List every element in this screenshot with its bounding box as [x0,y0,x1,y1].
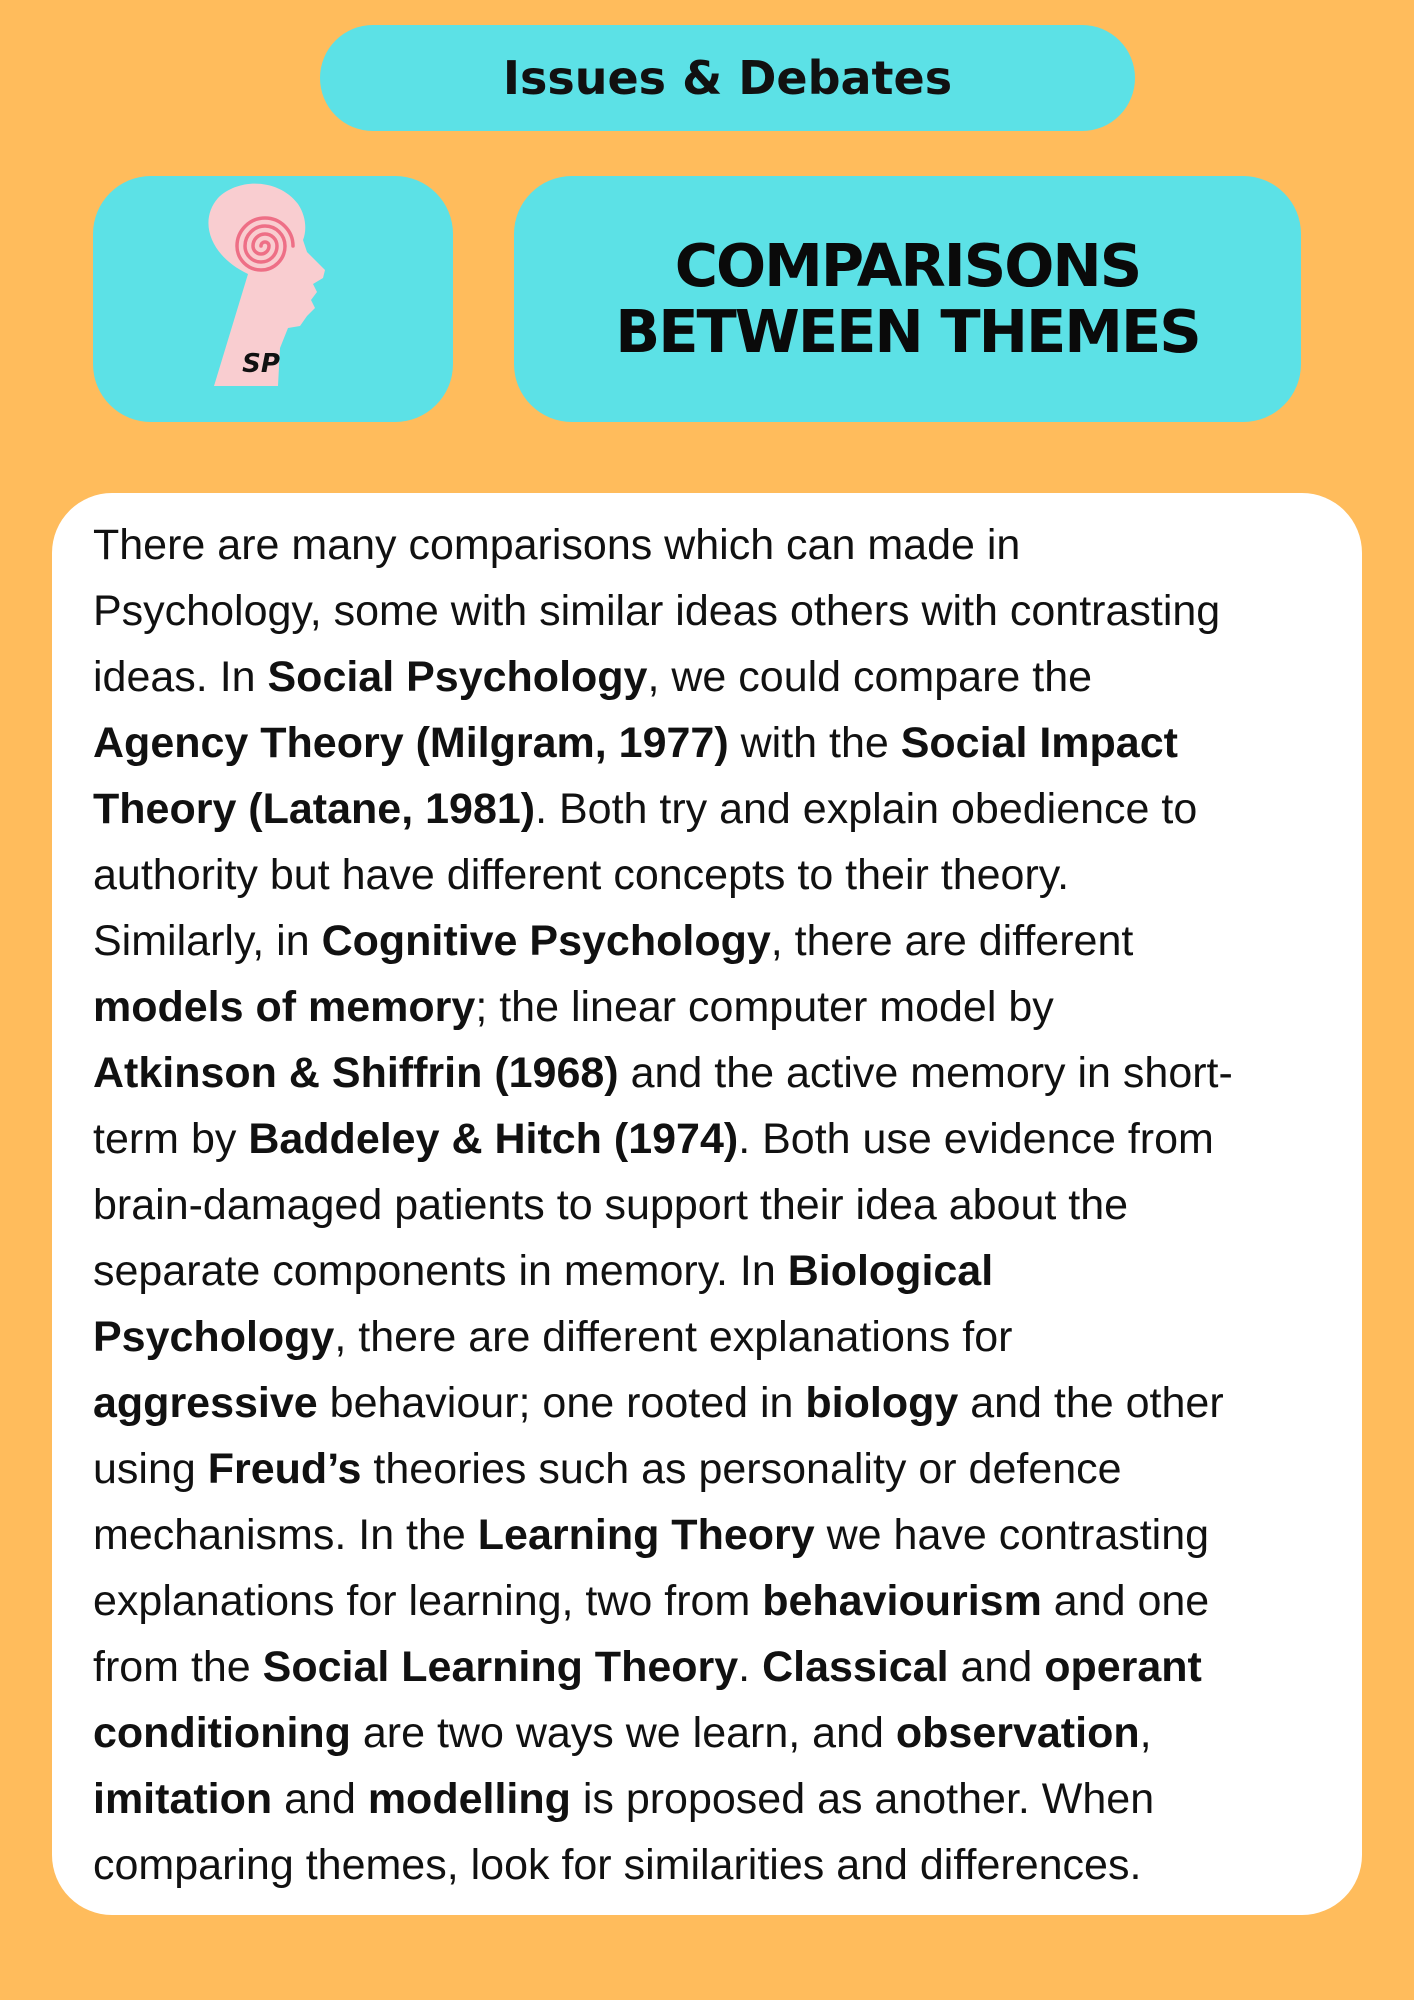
text-run: mechanisms. In the [93,1511,478,1559]
bold-term: Freud’s [207,1445,362,1493]
text-run: , there are different [770,917,1134,965]
body-line [93,1766,1353,1832]
body-line [93,512,1353,578]
bold-term: Cognitive Psychology [321,917,771,965]
text-run: theories such as personality or defence [361,1445,1122,1493]
logo-monogram: SP [242,349,280,379]
bold-term: Social Impact [900,719,1178,767]
text-run: ideas. In [93,653,268,701]
text-run: we have contrasting [814,1511,1210,1559]
body-line [93,1370,1353,1436]
body-line [93,1832,1353,1898]
body-line [93,1172,1353,1238]
body-line [93,842,1353,908]
body-line [93,1238,1353,1304]
text-run: . [738,1643,763,1691]
topic-header-pill [320,25,1135,131]
bold-term: models of memory [93,983,476,1031]
text-run: brain-damaged patients to support their idea about the [93,1181,1129,1229]
body-line [93,1634,1353,1700]
text-run: authority but have different concepts to their theory. [93,851,1070,899]
text-run: are two ways we learn, and [350,1709,896,1757]
text-run: and the active memory in short- [618,1049,1233,1097]
text-run: , there are different explanations for [334,1313,1013,1361]
bold-term: Social Psychology [267,653,648,701]
text-run: There are many comparisons which can made in [93,521,1021,569]
bold-term: Social Learning Theory [262,1643,739,1691]
title-line-2: BETWEEN THEMES [615,297,1200,366]
text-run: and one [1041,1577,1210,1625]
body-line [93,776,1353,842]
bold-term: behaviourism [762,1577,1042,1625]
bold-term: Classical [762,1643,949,1691]
text-run: with the [728,719,901,767]
body-line [93,974,1353,1040]
logo-box [93,176,453,422]
body-line [93,908,1353,974]
body-line [93,1568,1353,1634]
head-spiral-icon [93,176,453,422]
bold-term: modelling [367,1775,571,1823]
text-run: from the [93,1643,263,1691]
text-run: comparing themes, look for similarities and differences. [93,1841,1142,1889]
body-line [93,1700,1353,1766]
bold-term: Psychology [93,1313,335,1361]
bold-term: Agency Theory (Milgram, 1977) [93,719,729,767]
bold-term: Learning Theory [477,1511,815,1559]
body-line [93,1040,1353,1106]
body-line [93,1106,1353,1172]
topic-header-label: Issues & Debates [502,51,953,105]
text-run: , we could compare the [647,653,1093,701]
text-run: , [1139,1709,1152,1757]
bold-term: operant [1044,1643,1202,1691]
text-run: ; the linear computer model by [475,983,1054,1031]
bold-term: Theory (Latane, 1981) [93,785,536,833]
text-run: . Both use evidence from [738,1115,1214,1163]
text-run: term by [93,1115,249,1163]
title-box [514,176,1301,422]
body-line [93,710,1353,776]
text-run: using [93,1445,208,1493]
text-run: Psychology, some with similar ideas others with contrasting [93,587,1221,635]
text-run: explanations for learning, two from [93,1577,763,1625]
body-line [93,1436,1353,1502]
bold-term: Atkinson & Shiffrin (1968) [93,1049,619,1097]
body-line [93,644,1353,710]
text-run: behaviour; one rooted in [317,1379,806,1427]
text-run: is proposed as another. When [570,1775,1155,1823]
body-paragraph [93,512,1353,1898]
text-run: and [948,1643,1045,1691]
bold-term: aggressive [93,1379,318,1427]
title-line-1: COMPARISONS [674,231,1141,300]
text-run: . Both try and explain obedience to [535,785,1198,833]
body-line [93,1502,1353,1568]
bold-term: conditioning [93,1709,351,1757]
bold-term: Baddeley & Hitch (1974) [248,1115,739,1163]
bold-term: biology [805,1379,959,1427]
text-run: and the other [958,1379,1224,1427]
text-run: Similarly, in [93,917,322,965]
body-line [93,1304,1353,1370]
bold-term: observation [895,1709,1140,1757]
text-run: and [272,1775,368,1823]
bold-term: imitation [93,1775,273,1823]
body-line [93,578,1353,644]
bold-term: Biological [787,1247,994,1295]
text-run: separate components in memory. In [93,1247,788,1295]
